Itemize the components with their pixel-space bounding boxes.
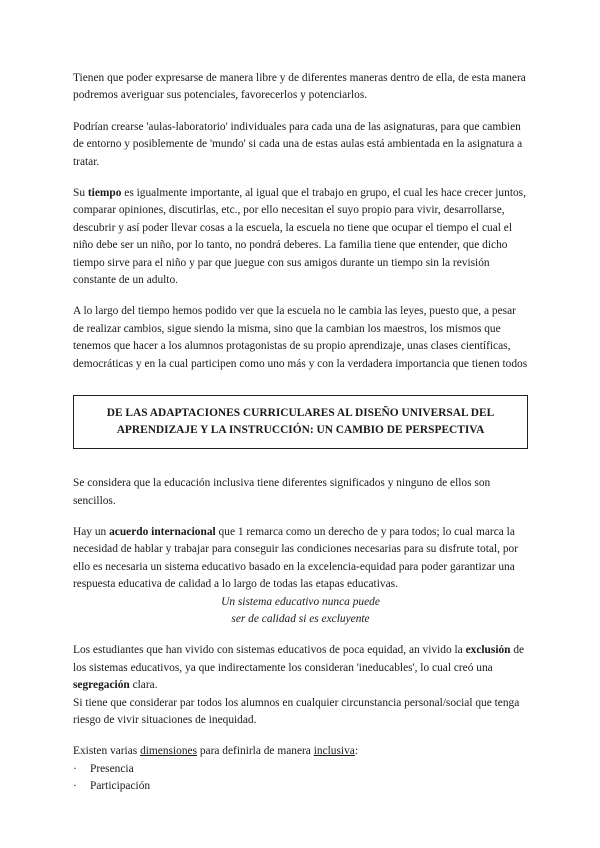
section-heading-box — [73, 395, 528, 449]
underlined-term: inclusiva — [313, 745, 355, 758]
dimensions-list — [73, 761, 528, 796]
text-run: es igualmente importante, al igual que el trabajo en grupo, el cual les hace crecer juntos, comparar opiniones, discutirlas, etc., por ello necesitan el suyo propio para vivir, desarrollarse, descubrir y así poder llevar cosas a la escuela, la escuela no tiene que ocupar el tiempo el cual el niño debe ser un niño, por lo tanto, no pondrá deberes. La familia tiene que entender, que dicho tiempo sirve para el niño y par que juegue con sus amigos durante un tiempo sin la revisión constante de un adulto. — [73, 187, 526, 287]
text-run: Hay un — [73, 525, 110, 538]
paragraph-time — [73, 185, 528, 289]
bold-term: exclusión — [465, 644, 511, 657]
underlined-term: dimensiones — [140, 745, 198, 758]
paragraph-teachers: A lo largo del tiempo hemos podido ver que la escuela no le cambia las leyes, puesto que, a pesar de realizar cambios, sigue siendo la misma, sino que la cambian los maestros, los mismos que tenemos que hacer a los alumnos protagonistas de su propio aprendizaje, unas clases científicas, democráticas y en la cual participen como uno más y con la verdadera importancia que tienen todos — [73, 305, 528, 370]
bullet-icon: · — [73, 762, 77, 775]
bold-term: segregación — [73, 679, 130, 692]
text-run: para definirla de manera — [197, 745, 314, 758]
paragraph-dimensions — [73, 743, 528, 760]
list-item — [73, 761, 528, 778]
text-run: Su — [73, 187, 88, 200]
text-run: Los estudiantes que han vivido con sistemas educativos de poca equidad, an vivido la — [73, 644, 466, 657]
paragraph-inequity: Si tiene que considerar par todos los alumnos en cualquier circunstancia personal/social que tenga riesgo de vivir situaciones de inequidad. — [73, 696, 520, 726]
text-run: : — [354, 745, 358, 758]
paragraph-classrooms: Podrían crearse 'aulas-laboratorio' individuales para cada una de las asignaturas, para que cambien de entorno y posiblemente de 'mundo' si cada una de estas aulas está ambientada en la asignatura a tratar. — [73, 120, 523, 168]
text-run: que 1 remarca como un derecho de y para todos; lo cual marca la necesidad de hablar y trabajar para conseguir las condiciones necesarias para su disfrute total, por ello es necesaria un sistema educativo basado en la excelencia-equidad para poder garantizar una respuesta educativa de calidad a lo largo de todas las etapas educativas. — [73, 525, 518, 591]
list-item — [73, 778, 528, 795]
bold-term: acuerdo internacional — [109, 525, 216, 538]
text-run: Existen varias — [73, 745, 141, 758]
text-run: clara. — [129, 679, 158, 692]
paragraph-expression: Tienen que poder expresarse de manera libre y de diferentes maneras dentro de ella, de esta manera podremos averiguar sus potenciales, favorecerlos y potenciarlos. — [73, 72, 526, 102]
list-item-text: Participación — [90, 780, 151, 793]
quote-block — [73, 594, 528, 629]
section-heading: DE LAS ADAPTACIONES CURRICULARES AL DISEÑO UNIVERSAL DEL APRENDIZAJE Y LA INSTRUCCIÓN: UN CAMBIO DE PERSPECTIVA — [106, 407, 495, 437]
text-run: de los sistemas educativos, ya que indirectamente los consideran 'ineducables', lo cual creó una — [73, 644, 525, 674]
document-body — [73, 70, 528, 796]
paragraph-inclusive-education: Se considera que la educación inclusiva tiene diferentes significados y ninguno de ellos son sencillos. — [73, 477, 491, 507]
bold-term: tiempo — [87, 187, 122, 200]
bullet-icon: · — [73, 780, 77, 793]
list-item-text: Presencia — [90, 762, 134, 775]
quote-line: Un sistema educativo nunca puede — [221, 595, 380, 608]
paragraph-exclusion — [73, 642, 528, 694]
quote-line: ser de calidad si es excluyente — [231, 612, 370, 625]
paragraph-international-agreement — [73, 524, 528, 594]
